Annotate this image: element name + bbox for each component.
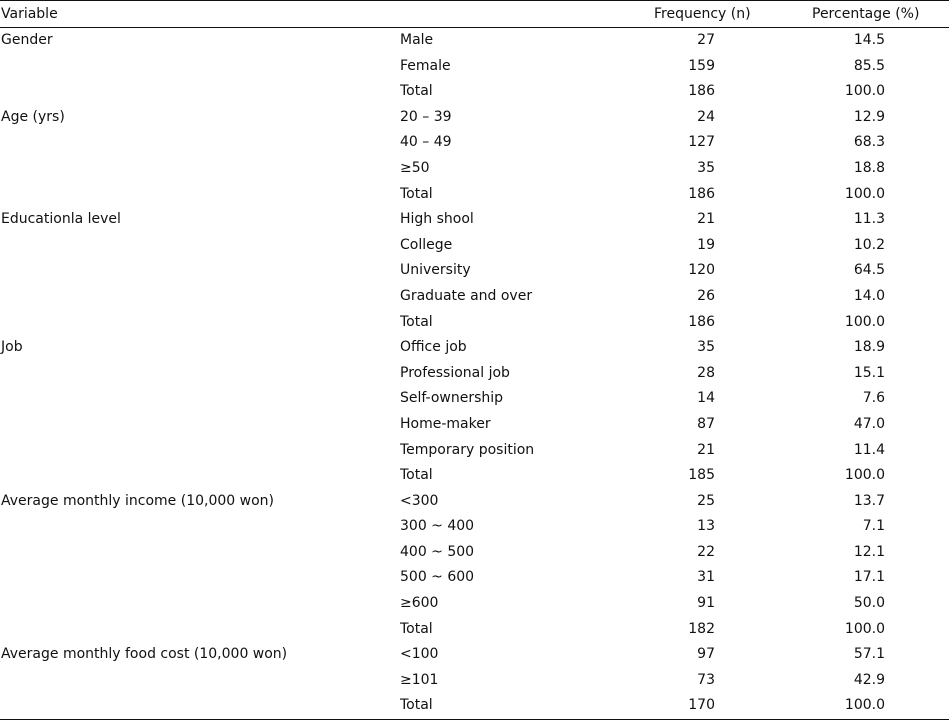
cell-category: 300 ~ 400: [400, 518, 475, 535]
table-row: [0, 668, 949, 694]
cell-variable: [0, 565, 400, 591]
table-row: [0, 105, 949, 131]
cell-percentage: 100.0: [844, 697, 885, 714]
cell-percentage: 42.9: [853, 671, 885, 688]
cell-frequency: 28: [697, 364, 715, 381]
cell-variable: [0, 182, 400, 208]
header-category: [400, 1, 630, 28]
cell-percentage: 57.1: [853, 646, 885, 663]
cell-frequency: 31: [697, 569, 715, 586]
cell-percentage: 12.1: [853, 543, 885, 560]
cell-frequency: 97: [697, 646, 715, 663]
cell-percentage: 18.9: [853, 339, 885, 356]
cell-percentage: 14.0: [853, 287, 885, 304]
cell-frequency: 120: [688, 262, 715, 279]
cell-frequency: 21: [697, 441, 715, 458]
cell-variable: Age (yrs): [1, 108, 65, 125]
cell-variable: Average monthly food cost (10,000 won): [1, 646, 288, 663]
cell-variable: [0, 463, 400, 489]
cell-frequency: 27: [697, 32, 715, 48]
cell-category: College: [400, 236, 453, 253]
cell-variable: [0, 591, 400, 617]
table-row: [0, 54, 949, 80]
cell-category: 500 ~ 600: [400, 569, 475, 586]
cell-category: High shool: [400, 211, 474, 228]
cell-percentage: 11.4: [853, 441, 885, 458]
cell-variable: [0, 310, 400, 336]
cell-variable: [0, 617, 400, 643]
cell-category: Total: [400, 467, 433, 484]
table-row: [0, 412, 949, 438]
cell-frequency: 87: [697, 415, 715, 432]
table-body: [0, 28, 949, 720]
cell-frequency: 73: [697, 671, 715, 688]
cell-frequency: 35: [697, 339, 715, 356]
table-row: [0, 642, 949, 668]
cell-frequency: 91: [697, 595, 715, 612]
cell-frequency: 186: [688, 83, 715, 100]
cell-percentage: 50.0: [853, 595, 885, 612]
cell-frequency: 185: [688, 467, 715, 484]
cell-category: ≥600: [400, 595, 439, 612]
cell-category: Female: [400, 57, 451, 74]
cell-variable: [0, 156, 400, 182]
cell-percentage: 7.1: [862, 518, 885, 535]
header-variable: Variable: [1, 6, 58, 22]
cell-percentage: 15.1: [853, 364, 885, 381]
cell-category: 400 ~ 500: [400, 543, 475, 560]
cell-frequency: 170: [688, 697, 715, 714]
cell-percentage: 100.0: [844, 620, 885, 637]
cell-category: Office job: [400, 339, 467, 356]
cell-percentage: 18.8: [853, 159, 885, 176]
table-row: [0, 617, 949, 643]
cell-category: Total: [400, 313, 433, 330]
cell-frequency: 19: [697, 236, 715, 253]
cell-percentage: 100.0: [844, 313, 885, 330]
cell-percentage: 13.7: [853, 492, 885, 509]
cell-percentage: 7.6: [862, 390, 885, 407]
cell-variable: [0, 79, 400, 105]
table-header: [0, 1, 949, 28]
cell-frequency: 13: [697, 518, 715, 535]
table-row: [0, 310, 949, 336]
cell-category: Self-ownership: [400, 390, 504, 407]
table-row: [0, 540, 949, 566]
cell-category: Total: [400, 620, 433, 637]
cell-percentage: 100.0: [844, 467, 885, 484]
table-row: [0, 258, 949, 284]
table-row: [0, 438, 949, 464]
cell-variable: [0, 54, 400, 80]
cell-category: Professional job: [400, 364, 510, 381]
cell-category: ≥101: [400, 671, 439, 688]
table-row: [0, 233, 949, 259]
cell-variable: [0, 412, 400, 438]
cell-category: Total: [400, 697, 433, 714]
cell-frequency: 22: [697, 543, 715, 560]
cell-percentage: 85.5: [853, 57, 885, 74]
table-row: [0, 79, 949, 105]
table-row: [0, 693, 949, 719]
cell-category: ≥50: [400, 159, 430, 176]
cell-frequency: 186: [688, 313, 715, 330]
cell-category: 40 – 49: [400, 134, 452, 151]
cell-percentage: 100.0: [844, 83, 885, 100]
table-row: [0, 386, 949, 412]
table-row: [0, 463, 949, 489]
cell-frequency: 21: [697, 211, 715, 228]
cell-variable: [0, 386, 400, 412]
cell-variable: Gender: [1, 32, 53, 48]
cell-frequency: 186: [688, 185, 715, 202]
cell-category: Home-maker: [400, 415, 491, 432]
cell-frequency: 25: [697, 492, 715, 509]
cell-percentage: 14.5: [853, 32, 885, 48]
table-row: [0, 514, 949, 540]
cell-variable: [0, 361, 400, 387]
cell-variable: [0, 233, 400, 259]
table-row: [0, 130, 949, 156]
cell-percentage: 10.2: [853, 236, 885, 253]
cell-frequency: 127: [688, 134, 715, 151]
cell-category: Temporary position: [400, 441, 535, 458]
cell-variable: Job: [1, 339, 23, 356]
cell-percentage: 47.0: [853, 415, 885, 432]
cell-variable: [0, 258, 400, 284]
cell-percentage: 100.0: [844, 185, 885, 202]
table-row: [0, 489, 949, 515]
cell-percentage: 11.3: [853, 211, 885, 228]
table-row: [0, 284, 949, 310]
table-row: [0, 335, 949, 361]
cell-frequency: 159: [688, 57, 715, 74]
cell-category: Male: [400, 32, 434, 48]
cell-category: Total: [400, 185, 433, 202]
cell-variable: [0, 693, 400, 719]
cell-frequency: 182: [688, 620, 715, 637]
cell-category: Graduate and over: [400, 287, 533, 304]
table-row: [0, 565, 949, 591]
cell-variable: [0, 514, 400, 540]
table-row: [0, 591, 949, 617]
cell-variable: Educationla level: [1, 211, 121, 228]
cell-variable: [0, 438, 400, 464]
header-row: [0, 1, 949, 28]
cell-frequency: 24: [697, 108, 715, 125]
cell-category: <100: [400, 646, 439, 663]
cell-percentage: 64.5: [853, 262, 885, 279]
table-row: [0, 207, 949, 233]
cell-percentage: 17.1: [853, 569, 885, 586]
table-row: [0, 182, 949, 208]
cell-variable: Average monthly income (10,000 won): [1, 492, 274, 509]
cell-percentage: 68.3: [853, 134, 885, 151]
table-row: [0, 28, 949, 54]
cell-variable: [0, 284, 400, 310]
cell-frequency: 26: [697, 287, 715, 304]
cell-category: Total: [400, 83, 433, 100]
cell-category: <300: [400, 492, 439, 509]
cell-frequency: 35: [697, 159, 715, 176]
cell-category: 20 – 39: [400, 108, 452, 125]
table-row: [0, 156, 949, 182]
header-frequency: Frequency (n): [654, 6, 751, 22]
cell-frequency: 14: [697, 390, 715, 407]
cell-category: University: [400, 262, 471, 279]
cell-variable: [0, 130, 400, 156]
cell-percentage: 12.9: [853, 108, 885, 125]
table-row: [0, 361, 949, 387]
header-percentage: Percentage (%): [812, 6, 920, 22]
cell-variable: [0, 540, 400, 566]
cell-variable: [0, 668, 400, 694]
